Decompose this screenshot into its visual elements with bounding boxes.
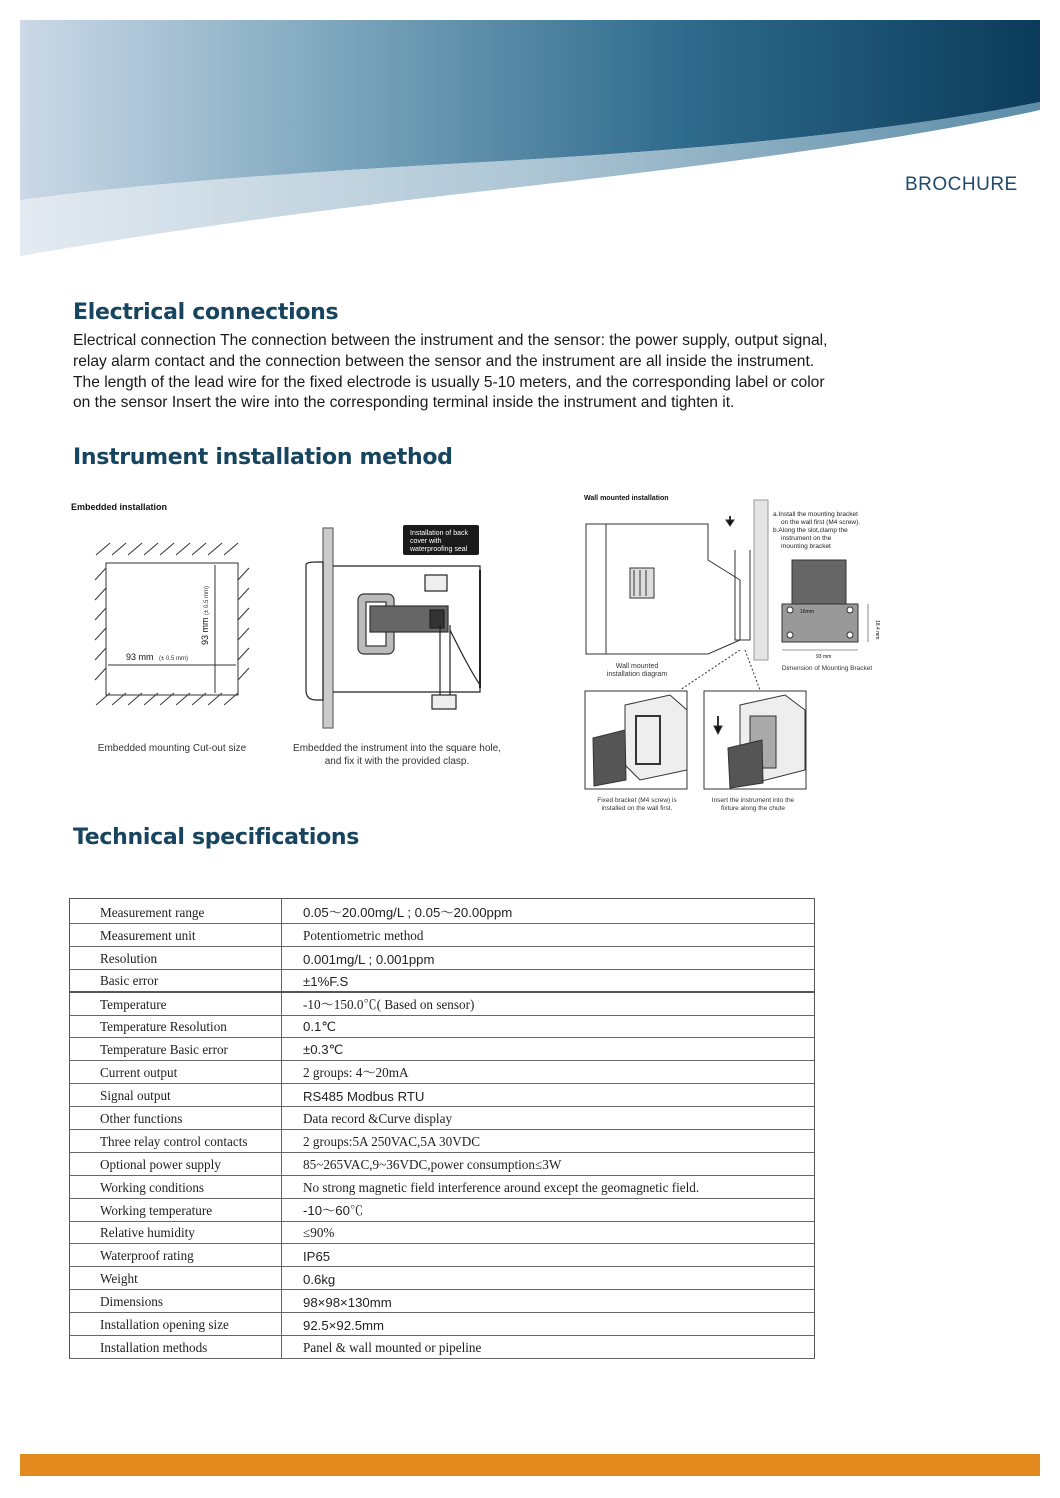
fixed-bracket-caption-2: installed on the wall first. bbox=[601, 805, 673, 812]
electrical-connections-title: Electrical connections bbox=[73, 300, 339, 325]
cutout-diagram bbox=[95, 543, 249, 705]
bracket-diagram bbox=[782, 560, 868, 650]
table-row bbox=[70, 992, 815, 1015]
clasp-caption-line-2: and fix it with the provided clasp. bbox=[324, 756, 470, 767]
spec-label: Optional power supply bbox=[70, 1152, 282, 1175]
table-row bbox=[70, 1130, 815, 1153]
spec-value: ≤90% bbox=[282, 1221, 815, 1244]
bracket-dim-93: 93 mm bbox=[816, 654, 832, 660]
installation-diagrams bbox=[40, 480, 920, 820]
spec-value: 2 groups:5A 250VAC,5A 30VDC bbox=[282, 1130, 815, 1153]
spec-label: Temperature Resolution bbox=[70, 1015, 282, 1038]
embedded-installation-heading: Embedded installation bbox=[71, 502, 168, 512]
spec-value: 2 groups: 4～20mA bbox=[282, 1061, 815, 1084]
electrical-connections-body: Electrical connection The connection between the instrument and the sensor: the power supply, output signal, relay alarm contact and the connection between the sensor and the instrument are all inside the instrument. The length of the lead wire for the fixed electrode is usually 5-10 meters, and the corresponding label or color on the sensor Insert the wire into the corresponding terminal inside the instrument and tighten it. bbox=[73, 332, 828, 412]
spec-value: Data record &Curve display bbox=[282, 1107, 815, 1130]
spec-value: ±1%F.S bbox=[282, 969, 815, 992]
spec-value: IP65 bbox=[282, 1244, 815, 1267]
spec-label: Temperature Basic error bbox=[70, 1038, 282, 1061]
spec-label: Current output bbox=[70, 1061, 282, 1084]
spec-value: 0.001mg/L ; 0.001ppm bbox=[282, 946, 815, 969]
installation-title: Instrument installation method bbox=[73, 445, 453, 470]
fixed-bracket-caption-1: Fixed bracket (M4 screw) is bbox=[597, 797, 677, 804]
wall-note-line-2: on the wall first (M4 screw). bbox=[781, 519, 861, 526]
brochure-label: BROCHURE bbox=[905, 174, 1018, 195]
table-row bbox=[70, 969, 815, 992]
spec-label: Dimensions bbox=[70, 1290, 282, 1313]
spec-label: Resolution bbox=[70, 946, 282, 969]
wall-installation-heading: Wall mounted installation bbox=[584, 495, 669, 502]
spec-label: Working temperature bbox=[70, 1198, 282, 1221]
spec-label: Three relay control contacts bbox=[70, 1130, 282, 1153]
seal-callout-line-3: waterproofing seal bbox=[410, 546, 468, 553]
table-row bbox=[70, 1107, 815, 1130]
tech-specs-title: Technical specifications bbox=[73, 825, 360, 850]
spec-value: No strong magnetic field interference around except the geomagnetic field. bbox=[282, 1175, 815, 1198]
insert-caption-2: fixture along the chute bbox=[721, 805, 785, 812]
insert-instrument-diagram bbox=[704, 691, 806, 789]
spec-value: 85~265VAC,9~36VDC,power consumption≤3W bbox=[282, 1152, 815, 1175]
table-row bbox=[70, 1336, 815, 1359]
table-row bbox=[70, 1152, 815, 1175]
cutout-caption: Embedded mounting Cut-out size bbox=[97, 743, 247, 754]
spec-label: Basic error bbox=[70, 969, 282, 992]
clasp-caption-line-1: Embedded the instrument into the square hole, bbox=[293, 743, 501, 754]
table-row bbox=[70, 1267, 815, 1290]
spec-label: Working conditions bbox=[70, 1175, 282, 1198]
bracket-dim-16: 16mm bbox=[800, 609, 814, 615]
table-row bbox=[70, 1221, 815, 1244]
cutout-width-tolerance: (± 0.5 mm) bbox=[159, 656, 188, 662]
spec-label: Temperature bbox=[70, 992, 282, 1015]
table-row bbox=[70, 924, 815, 947]
spec-value: 0.6kg bbox=[282, 1267, 815, 1290]
table-row bbox=[70, 1015, 815, 1038]
clasp-diagram bbox=[306, 528, 480, 728]
table-row bbox=[70, 1084, 815, 1107]
fixed-bracket-diagram bbox=[585, 691, 687, 789]
cutout-height-tolerance: (± 0.5 mm) bbox=[204, 586, 210, 615]
table-row bbox=[70, 1313, 815, 1336]
footer-bar bbox=[20, 1454, 1040, 1476]
spec-label: Weight bbox=[70, 1267, 282, 1290]
spec-label: Waterproof rating bbox=[70, 1244, 282, 1267]
wall-note-line-1: a.Install the mounting bracket bbox=[773, 511, 858, 518]
spec-label: Other functions bbox=[70, 1107, 282, 1130]
wall-note-line-5: mounting bracket bbox=[781, 543, 831, 550]
spec-table bbox=[69, 898, 815, 1359]
table-row bbox=[70, 1175, 815, 1198]
spec-label: Installation opening size bbox=[70, 1313, 282, 1336]
wall-diagram-caption-2: installation diagram bbox=[606, 671, 668, 678]
spec-value: -10～150.0℃( Based on sensor) bbox=[282, 992, 815, 1015]
spec-label: Relative humidity bbox=[70, 1221, 282, 1244]
cutout-width-label: 93 mm bbox=[126, 652, 154, 662]
spec-value: RS485 Modbus RTU bbox=[282, 1084, 815, 1107]
spec-value: Potentiometric method bbox=[282, 924, 815, 947]
spec-value: Panel & wall mounted or pipeline bbox=[282, 1336, 815, 1359]
wall-note-line-3: b.Along the slot,clamp the bbox=[773, 527, 848, 534]
table-row bbox=[70, 1244, 815, 1267]
spec-label: Signal output bbox=[70, 1084, 282, 1107]
bracket-dim-18: 18.4 mm bbox=[874, 620, 880, 640]
wall-note-line-4: instrument on the bbox=[781, 535, 832, 542]
spec-value: 0.05～20.00mg/L ; 0.05～20.00ppm bbox=[282, 899, 815, 924]
table-row bbox=[70, 1038, 815, 1061]
spec-label: Measurement range bbox=[70, 899, 282, 924]
spec-value: 0.1℃ bbox=[282, 1015, 815, 1038]
insert-caption-1: Insert the instrument into the bbox=[711, 797, 795, 804]
seal-callout-line-2: cover with bbox=[410, 538, 442, 545]
cutout-height-label: 93 mm bbox=[200, 617, 210, 645]
table-row bbox=[70, 1290, 815, 1313]
header-banner bbox=[20, 20, 1040, 260]
seal-callout-line-1: Installation of back bbox=[410, 530, 468, 537]
wall-mount-diagram bbox=[586, 500, 768, 690]
table-row bbox=[70, 946, 815, 969]
table-row bbox=[70, 899, 815, 924]
bracket-caption: Dimension of Mounting Bracket bbox=[781, 665, 873, 672]
spec-value: 98×98×130mm bbox=[282, 1290, 815, 1313]
table-row bbox=[70, 1061, 815, 1084]
wall-diagram-caption-1: Wall mounted bbox=[615, 663, 659, 670]
spec-label: Installation methods bbox=[70, 1336, 282, 1359]
table-row bbox=[70, 1198, 815, 1221]
spec-label: Measurement unit bbox=[70, 924, 282, 947]
spec-value: ±0.3℃ bbox=[282, 1038, 815, 1061]
spec-value: -10～60℃ bbox=[282, 1198, 815, 1221]
spec-value: 92.5×92.5mm bbox=[282, 1313, 815, 1336]
